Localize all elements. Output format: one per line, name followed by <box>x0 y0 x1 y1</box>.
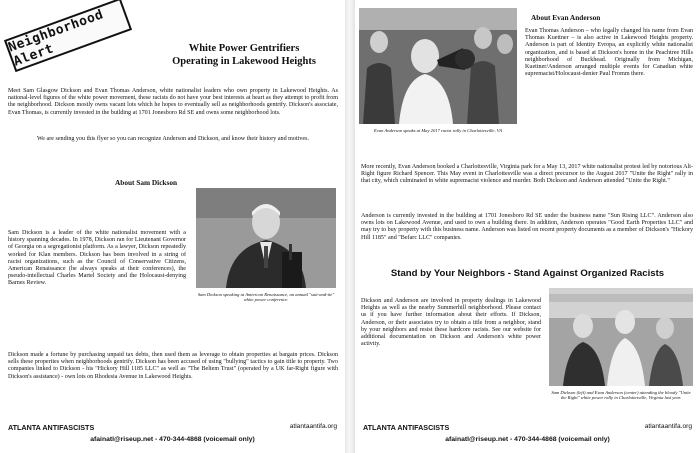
more-recently-paragraph: More recently, Evan Anderson booked a Charlottesville, Virginia park for a May 13, 2017 white nationalist protest led by notorious Alt-Right figure Richard Spencer. This May event in Charlottesville was a direct precursor to the August 2017 "Unite the Right" rally in that city, which culminated in white supremacist violence and murder. Both Dickson and Anderson attended "Unite the Right." <box>361 164 693 185</box>
left-footer <box>0 421 345 453</box>
footer-contact[interactable]: afainatl@riseup.net - 470-344-4868 (voicemail only) <box>445 436 610 443</box>
unite-the-right-photo <box>549 288 693 386</box>
about-dickson-heading: About Sam Dickson <box>115 178 178 187</box>
unite-the-right-photo-art <box>549 288 693 386</box>
left-page <box>0 0 345 453</box>
dickson-photo-caption: Sam Dickson speaking at American Renaissance, an annual "suit-and-tie" white power conference. <box>197 292 335 303</box>
anderson-rally-photo <box>359 8 517 124</box>
footer-org: ATLANTA ANTIFASCISTS <box>363 423 450 432</box>
footer-website[interactable]: atlantaantifa.org <box>289 423 337 430</box>
footer-contact[interactable]: afainatl@riseup.net - 470-344-4868 (voicemail only) <box>90 436 255 443</box>
about-anderson-text: Evan Thomas Anderson – who legally changed his name from Evan Thomas Kuettner – is also active in Lakewood Heights property. Anderson is part of Identity Evropa, an explicitly white nationalist organization, and is based at Dickson's home in the Peachtree Hills neighborhood of Buckhead. Originally from Michigan, Kuettner/Anderson arranged multiple events for Canadian white supremacist/Holocaust-denier Paul Fromm there. <box>525 28 693 78</box>
right-footer <box>355 421 700 453</box>
headline-line-1: White Power Gentrifiers <box>188 43 300 54</box>
footer-org: ATLANTA ANTIFASCISTS <box>8 423 95 432</box>
right-page <box>355 0 700 453</box>
neighborhood-alert-stamp <box>4 0 132 72</box>
dickson-photo <box>196 188 336 288</box>
about-dickson-text: Sam Dickson is a leader of the white nationalist movement with a history spanning decades. In 1978, Dickson ran for Lieutenant Governor of Georgia on a segregationist platform. As a lawyer, Dickson repeatedly worked for Klan members. Dickson has been involved in a string of racist organizations, such as the Council of Conservative Citizens, American Renaissance (he always speaks at their conferences), the pseudo-intellectual Charles Martel Society and the Holocaust-denying Barnes Review. <box>8 230 186 287</box>
unite-the-right-caption: Sam Dickson (left) and Evan Anderson (center) attending the bloody "Unite the Right" white power rally in Charlottesville, Virginia last year. <box>551 390 691 401</box>
sending-paragraph: We are sending you this flyer so you can recognize Anderson and Dickson, and know their history and motives. <box>37 136 309 142</box>
footer-website[interactable]: atlantaantifa.org <box>644 423 692 430</box>
dickson-photo-art <box>196 188 336 288</box>
headline-line-2: Operating in Lakewood Heights <box>172 56 316 67</box>
about-anderson-heading: About Evan Anderson <box>531 13 601 22</box>
stand-heading: Stand by Your Neighbors - Stand Against Organized Racists <box>390 268 665 279</box>
anderson-photo-caption: Evan Anderson speaks at May 2017 racist rally in Charlottesville, VA <box>373 128 503 133</box>
stamp-text: Neighborhood Alert <box>6 7 106 70</box>
fortune-paragraph: Dickson made a fortune by purchasing unpaid tax debts, then used them as leverage to obtain properties at bargain prices. Dickson sells these properties when neighborhoods gentrify. Dickson has been accused of using "bullying" tactics to gain title to property. Two companies linked to Dickson - his "Hickory Hill 1185 LLC" as well as "The Beltem Trust" (operated by a UK far-Right figure with Dickson's assistance) - own lots on Rhodesia Avenue in Lakewood Heights. <box>8 352 338 380</box>
stand-text: Dickson and Anderson are involved in property dealings in Lakewood Heights as well as the nearby Summerhill neighborhood. Please contact us if you have further information about their efforts. If Dickson, Anderson, or their associates try to obtain a title from a neighbor, stand by your neighbors and resist these hardcore racists. See our website for additional documentation on Dickson and Anderson's white power activity. <box>361 298 541 348</box>
currently-invested-paragraph: Anderson is currently invested in the building at 1701 Jonesboro Rd SE under the business name "Sun Rising LLC". Anderson also owns lots on Lakewood Avenue, and used to own a building there. In addition, Anderson operates "Good Earth Properties LLC" and may try to buy property with this business name. Anderson was listed on recent property documents as a member of Dickson's "Hickory Hill 1185" and "Befarc LLC" companies. <box>361 213 693 241</box>
intro-paragraph: Meet Sam Glasgow Dickson and Evan Thomas Anderson, white nationalist leaders who own property in Lakewood Heights. As national-level figures of the white power movement, these racists do not have your best interests at heart as they attempt to profit from the neighborhood. Dickson mostly owns vacant lots which he hopes to eventually sell as neighborhoods gentrify. Dickson's associate, Evan Thomas, is currently invested in the building at 1701 Jonesboro Rd SE and owns some neighborhood lots. <box>8 88 338 116</box>
anderson-rally-photo-art <box>359 8 517 124</box>
page-gutter <box>345 0 355 453</box>
